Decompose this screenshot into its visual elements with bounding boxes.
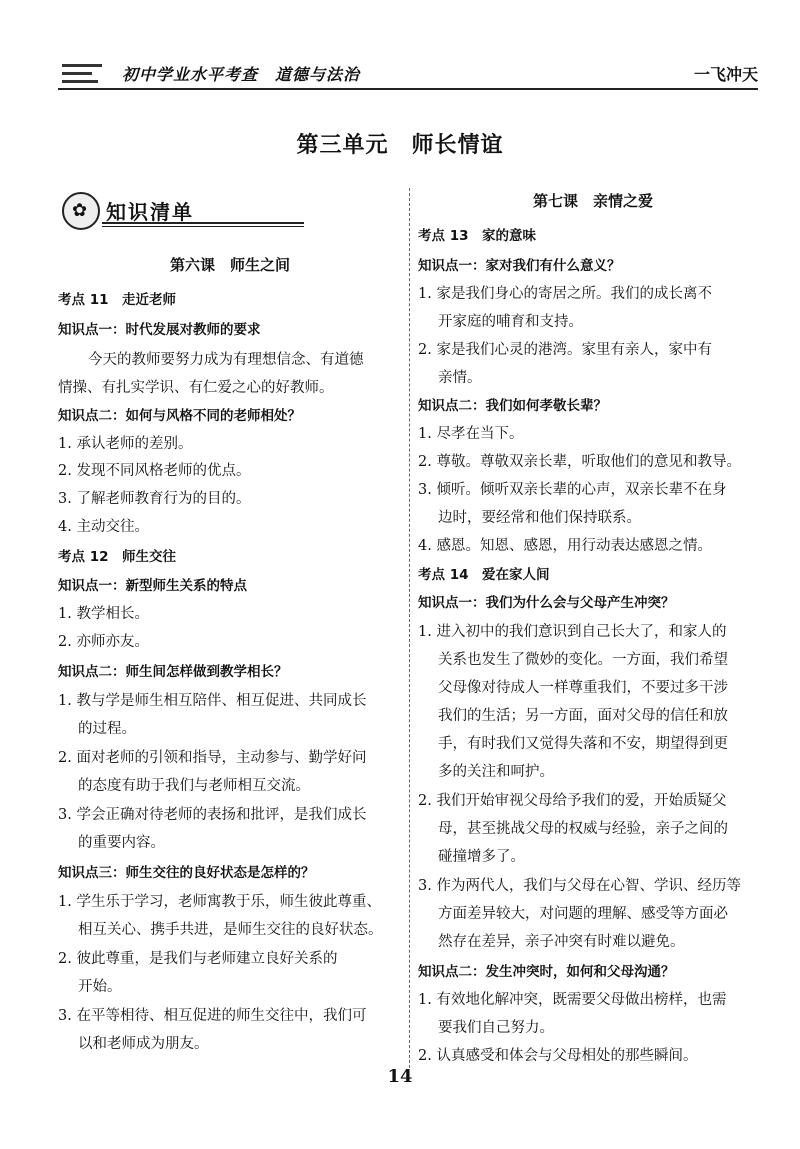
list-item: 3. 作为两代人，我们与父母在心智、学识、经历等 [418,878,741,894]
list-item: 2. 认真感受和体会与父母相处的那些瞬间。 [418,1048,698,1064]
list-item: 1. 学生乐于学习，老师寓教于乐，师生彼此尊重、 [58,894,381,910]
list-item: 要我们自己努力。 [438,1020,554,1036]
list-item: 1. 有效地化解冲突，既需要父母做出榜样，也需 [418,992,727,1008]
knowledge-question: 知识点一：时代发展对教师的要求 [58,322,261,338]
list-item: 边时，要经常和他们保持联系。 [438,510,641,526]
list-item: 4. 感恩。知恩、感恩，用行动表达感恩之情。 [418,538,712,554]
list-item: 父母像对待成人一样尊重我们，不要过多干涉 [438,680,728,696]
list-item: 亲情。 [438,370,482,386]
list-item: 以和老师成为朋友。 [78,1036,209,1052]
unit-title: 第三单元 师长情谊 [296,133,504,158]
column-divider [409,188,410,1068]
lesson-title: 第七课 亲情之爱 [532,192,653,210]
list-item: 3. 学会正确对待老师的表扬和批评，是我们成长 [58,807,367,823]
list-item: 我们的生活；另一方面，面对父母的信任和放 [438,708,728,724]
list-item: 1. 家是我们身心的寄居之所。我们的成长离不 [418,286,712,302]
list-item: 开家庭的哺育和支持。 [438,314,583,330]
knowledge-question: 知识点一：新型师生关系的特点 [58,578,247,594]
page-number: 14 [387,1066,413,1087]
list-item: 1. 承认老师的差别。 [58,436,193,452]
knowledge-question: 知识点二：发生冲突时，如何和父母沟通？ [418,964,675,980]
list-item: 3. 了解老师教育行为的目的。 [58,491,251,507]
knowledge-question: 知识点一：我们为什么会与父母产生冲突？ [418,595,675,611]
knowledge-question: 知识点二：如何与风格不同的老师相处？ [58,408,301,424]
body-line: 今天的教师要努力成为有理想信念、有道德 [88,352,364,368]
knowledge-question: 知识点三：师生交往的良好状态是怎样的？ [58,865,315,881]
body-line: 情操、有扎实学识、有仁爱之心的好教师。 [58,380,334,396]
knowledge-banner [62,192,304,232]
header-title: 初中学业水平考查 道德与法治 [122,65,361,84]
exam-point-heading: 考点 13 家的意味 [418,228,536,244]
list-item: 2. 面对老师的引领和指导，主动参与、勤学好问 [58,750,367,766]
header-rule [58,88,758,90]
list-item: 方面差异较大，对问题的理解、感受等方面必 [438,906,728,922]
list-item: 1. 进入初中的我们意识到自己长大了，和家人的 [418,624,727,640]
lesson-title: 第六课 师生之间 [169,256,290,274]
list-item: 2. 发现不同风格老师的优点。 [58,463,251,479]
list-item: 3. 倾听。倾听双亲长辈的心声，双亲长辈不在身 [418,482,727,498]
list-item: 关系也发生了微妙的变化。一方面，我们希望 [438,652,728,668]
exam-point-heading: 考点 11 走近老师 [58,292,176,308]
flower-icon: ✿ [62,192,100,230]
list-item: 母，甚至挑战父母的权威与经验，亲子之间的 [438,821,728,837]
list-item: 4. 主动交往。 [58,519,149,535]
knowledge-question: 知识点一：家对我们有什么意义？ [418,258,621,274]
list-item: 2. 尊敬。尊敬双亲长辈，听取他们的意见和教导。 [418,454,741,470]
list-item: 多的关注和呵护。 [438,764,554,780]
list-item: 1. 教与学是师生相互陪伴、相互促进、共同成长 [58,693,367,709]
list-item: 开始。 [78,979,122,995]
header-brand: 一飞冲天 [693,65,758,84]
exam-point-heading: 考点 14 爱在家人间 [418,567,550,583]
list-item: 碰撞增多了。 [438,849,525,865]
list-item: 1. 教学相长。 [58,606,149,622]
page-header [58,60,758,94]
list-item: 的重要内容。 [78,835,165,851]
list-item: 相互关心、携手共进，是师生交往的良好状态。 [78,922,383,938]
knowledge-question: 知识点二：我们如何孝敬长辈？ [418,398,607,414]
list-item: 1. 尽孝在当下。 [418,426,524,442]
list-item: 手，有时我们又觉得失落和不安，期望得到更 [438,736,728,752]
list-item: 3. 在平等相待、相互促进的师生交往中，我们可 [58,1008,367,1024]
list-item: 的过程。 [78,721,136,737]
list-item: 的态度有助于我们与老师相互交流。 [78,778,310,794]
list-item: 2. 彼此尊重，是我们与老师建立良好关系的 [58,951,338,967]
list-item: 然存在差异，亲子冲突有时难以避免。 [438,934,685,950]
list-item: 2. 家是我们心灵的港湾。家里有亲人，家中有 [418,342,712,358]
banner-title: 知识清单 [106,200,194,224]
exam-point-heading: 考点 12 师生交往 [58,549,176,565]
list-item: 2. 亦师亦友。 [58,634,149,650]
list-item: 2. 我们开始审视父母给予我们的爱，开始质疑父 [418,793,727,809]
knowledge-question: 知识点二：师生间怎样做到教学相长？ [58,664,288,680]
